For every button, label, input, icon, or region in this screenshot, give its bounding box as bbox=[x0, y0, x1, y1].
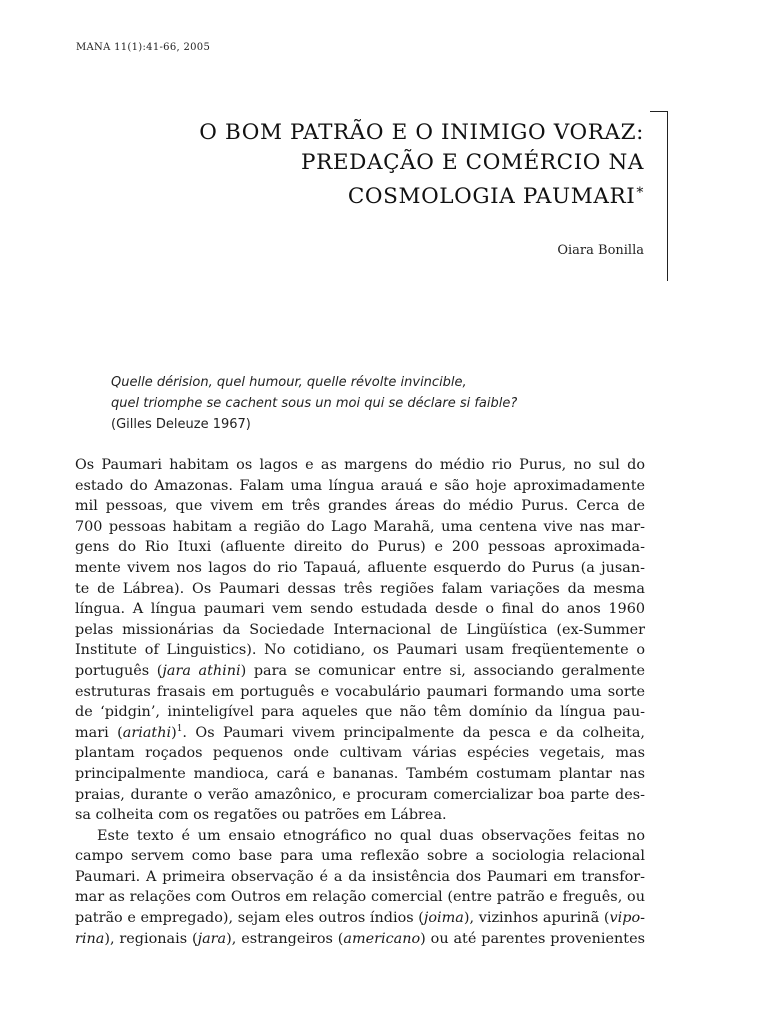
title-footnote-mark[interactable]: * bbox=[636, 185, 644, 201]
italic-term: vipo- bbox=[609, 910, 645, 927]
text-run: mari ( bbox=[75, 724, 123, 741]
running-header: MANA 11(1):41-66, 2005 bbox=[76, 42, 211, 53]
body-line: 700 pessoas habitam a região do Lago Marahã, uma centena vive nas mar- bbox=[75, 518, 645, 535]
title-line-3 bbox=[199, 178, 644, 212]
italic-term: jara athini bbox=[162, 662, 241, 679]
author-name: Oiara Bonilla bbox=[557, 243, 644, 258]
epigraph-citation: (Gilles Deleuze 1967) bbox=[111, 417, 251, 432]
body-line: praias, durante o verão amazônico, e procuram comercializar boa parte des- bbox=[75, 786, 645, 803]
body-line: Os Paumari habitam os lagos e as margens do médio rio Purus, no sul do bbox=[75, 457, 645, 473]
italic-term: joima bbox=[423, 910, 464, 927]
italic-term: americano bbox=[343, 930, 421, 947]
footnote-ref[interactable]: 1 bbox=[176, 723, 183, 734]
body-line: plantam roçados pequenos onde cultivam várias espécies vegetais, mas bbox=[75, 745, 645, 762]
italic-term: rina bbox=[75, 930, 105, 947]
body-line: mar as relações com Outros em relação comercial (entre patrão e freguês, ou bbox=[75, 889, 645, 906]
epigraph-line-2: quel triomphe se cachent sous un moi qui se déclare si faible? bbox=[111, 396, 518, 411]
epigraph bbox=[111, 372, 517, 435]
text-run: português ( bbox=[75, 662, 163, 679]
text-run: ) ou até parentes provenientes bbox=[420, 930, 645, 947]
body-line: Institute of Linguistics). No cotidiano, os Paumari usam freqüentemente o bbox=[75, 642, 645, 659]
title-line-3-text: COSMOLOGIA PAUMARI bbox=[347, 184, 636, 209]
body-line: estado do Amazonas. Falam uma língua arauá e são hoje aproximadamente bbox=[75, 477, 645, 494]
body-line: de ‘pidgin’, ininteligível para aqueles que não têm domínio da língua pau- bbox=[75, 704, 645, 721]
italic-term: ariathi bbox=[122, 724, 172, 741]
body-line bbox=[75, 661, 645, 682]
title-vertical-rule bbox=[667, 111, 668, 281]
italic-term: jara bbox=[197, 930, 227, 947]
article-title bbox=[199, 118, 644, 212]
body-text bbox=[75, 455, 645, 949]
body-line: mil pessoas, que vivem em três grandes áreas do médio Purus. Cerca de bbox=[75, 498, 645, 515]
body-line: mente vivem nos lagos do rio Tapauá, afluente esquerdo do Purus (a jusan- bbox=[75, 559, 645, 576]
title-rule-tick bbox=[650, 111, 668, 112]
epigraph-line-1: Quelle dérision, quel humour, quelle révolte invincible, bbox=[111, 375, 467, 390]
body-line bbox=[75, 908, 645, 929]
body-line: estruturas frasais em português e vocabulário paumari formando uma sorte bbox=[75, 683, 645, 700]
text-run: . Os Paumari vivem principalmente da pesca e da colheita, bbox=[182, 724, 645, 741]
body-line bbox=[75, 723, 645, 744]
text-run: ), estrangeiros ( bbox=[226, 930, 344, 947]
text-run: ), regionais ( bbox=[104, 930, 198, 947]
body-line: campo servem como base para uma reflexão sobre a sociologia relacional bbox=[75, 848, 645, 865]
body-line: principalmente mandioca, cará e bananas. Também costumam plantar nas bbox=[75, 765, 645, 782]
title-line-2: PREDAÇÃO E COMÉRCIO NA bbox=[301, 150, 644, 175]
text-run: ) para se comunicar entre si, associando geralmente bbox=[240, 662, 645, 679]
body-line bbox=[75, 929, 645, 950]
text-run: patrão e empregado), sejam eles outros índios ( bbox=[75, 910, 424, 927]
body-line: pelas missionárias da Sociedade Internacional de Lingüística (ex-Summer bbox=[75, 621, 645, 638]
body-line: sa colheita com os regatões ou patrões em Lábrea. bbox=[75, 807, 447, 824]
body-line: te de Lábrea). Os Paumari dessas três regiões falam variações da mesma bbox=[75, 580, 645, 597]
body-line: Este texto é um ensaio etnográfico no qual duas observações feitas no bbox=[97, 827, 645, 844]
text-run: ) bbox=[171, 724, 177, 741]
body-line: língua. A língua paumari vem sendo estudada desde o final do anos 1960 bbox=[75, 601, 645, 618]
title-line-1: O BOM PATRÃO E O INIMIGO VORAZ: bbox=[199, 120, 644, 145]
body-line: gens do Rio Ituxi (afluente direito do Purus) e 200 pessoas aproximada- bbox=[75, 539, 645, 556]
text-run: ), vizinhos apurinã ( bbox=[463, 910, 610, 927]
body-line: Paumari. A primeira observação é a da insistência dos Paumari em transfor- bbox=[75, 868, 645, 885]
